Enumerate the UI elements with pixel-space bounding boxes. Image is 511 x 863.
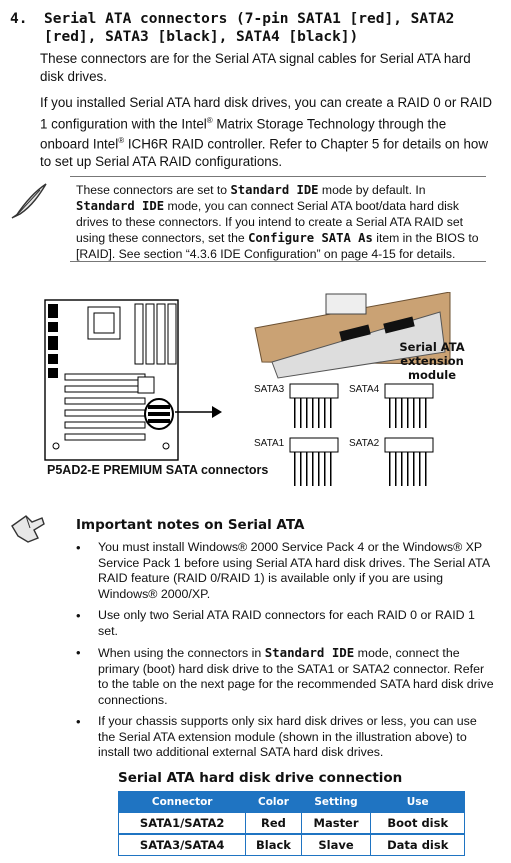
section-heading xyxy=(10,10,500,46)
sata4-label: SATA4 xyxy=(349,384,380,395)
col-header: Use xyxy=(371,792,465,813)
table-row xyxy=(119,834,465,856)
table-title: Serial ATA hard disk drive connection xyxy=(118,770,403,786)
sata3-label: SATA3 xyxy=(254,384,285,395)
section-number: 4. xyxy=(10,11,28,27)
hand-warning-icon xyxy=(8,508,48,548)
table-cell: Data disk xyxy=(371,834,465,856)
table-row xyxy=(119,813,465,835)
table-cell: SATA1/SATA2 xyxy=(119,813,246,835)
col-header: Connector xyxy=(119,792,246,813)
table-cell: Red xyxy=(246,813,301,835)
table-cell: Master xyxy=(301,813,371,835)
table-cell: Black xyxy=(246,834,301,856)
table-cell: SATA3/SATA4 xyxy=(119,834,246,856)
module-label: Serial ATA extension module xyxy=(399,340,465,382)
sata-pin-diagrams xyxy=(290,384,433,486)
table-cell: Boot disk xyxy=(371,813,465,835)
feather-note-icon xyxy=(10,180,50,220)
intro-paragraph: These connectors are for the Serial ATA signal cables for Serial ATA hard disk drives. xyxy=(40,51,471,84)
list-item: • Use only two Serial ATA RAID connectors for each RAID 0 or RAID 1 set. xyxy=(76,608,496,639)
motherboard-diagram xyxy=(45,300,222,460)
table-cell: Slave xyxy=(301,834,371,856)
list-item: • If your chassis supports only six hard disk drives or less, you can use the Serial ATA extension module (shown in the illustration above) to install two additional external SATA hard disk drives. xyxy=(76,714,496,761)
important-notes-title: Important notes on Serial ATA xyxy=(76,517,305,533)
board-caption: P5AD2-E PREMIUM SATA connectors xyxy=(47,463,269,477)
col-header: Setting xyxy=(301,792,371,813)
section-title: Serial ATA connectors (7-pin SATA1 [red], SATA2 [red], SATA3 [black], SATA4 [black]) xyxy=(44,11,455,45)
important-notes-list xyxy=(76,540,496,767)
list-item: • You must install Windows® 2000 Service Pack 4 or the Windows® XP Service Pack 1 before using Serial ATA hard disk drives. The Serial ATA RAID feature (RAID 0/RAID 1) is available only if you are using Windows® 2000/XP. xyxy=(76,540,496,602)
table-header-row xyxy=(119,792,465,813)
sata1-label: SATA1 xyxy=(254,438,285,449)
list-item: • When using the connectors in Standard IDE mode, connect the primary (boot) hard disk drive to the SATA1 or SATA2 connector. Refer to the table on the next page for the recommended SATA hard disk drive connections. xyxy=(76,645,496,708)
note-box: These connectors are set to Standard IDE mode by default. In Standard IDE mode, you can connect Serial ATA boot/data hard disk drives to these connectors. If you intend to create a Serial ATA RAID set using these connectors, set the Configure SATA As item in the BIOS to [RAID]. See section “4.3.6 IDE Configuration” on page 4-15 for details. xyxy=(70,176,486,262)
sata-connection-table xyxy=(118,791,465,856)
raid-paragraph: If you installed Serial ATA hard disk drives, you can create a RAID 0 or RAID 1 configuration with the Intel® Matrix Storage Technology through the onboard Intel® ICH6R RAID controller. Refer to Chapter 5 for details on how to set up Serial ATA RAID configurations. xyxy=(40,95,493,170)
col-header: Color xyxy=(246,792,301,813)
sata2-label: SATA2 xyxy=(349,438,380,449)
